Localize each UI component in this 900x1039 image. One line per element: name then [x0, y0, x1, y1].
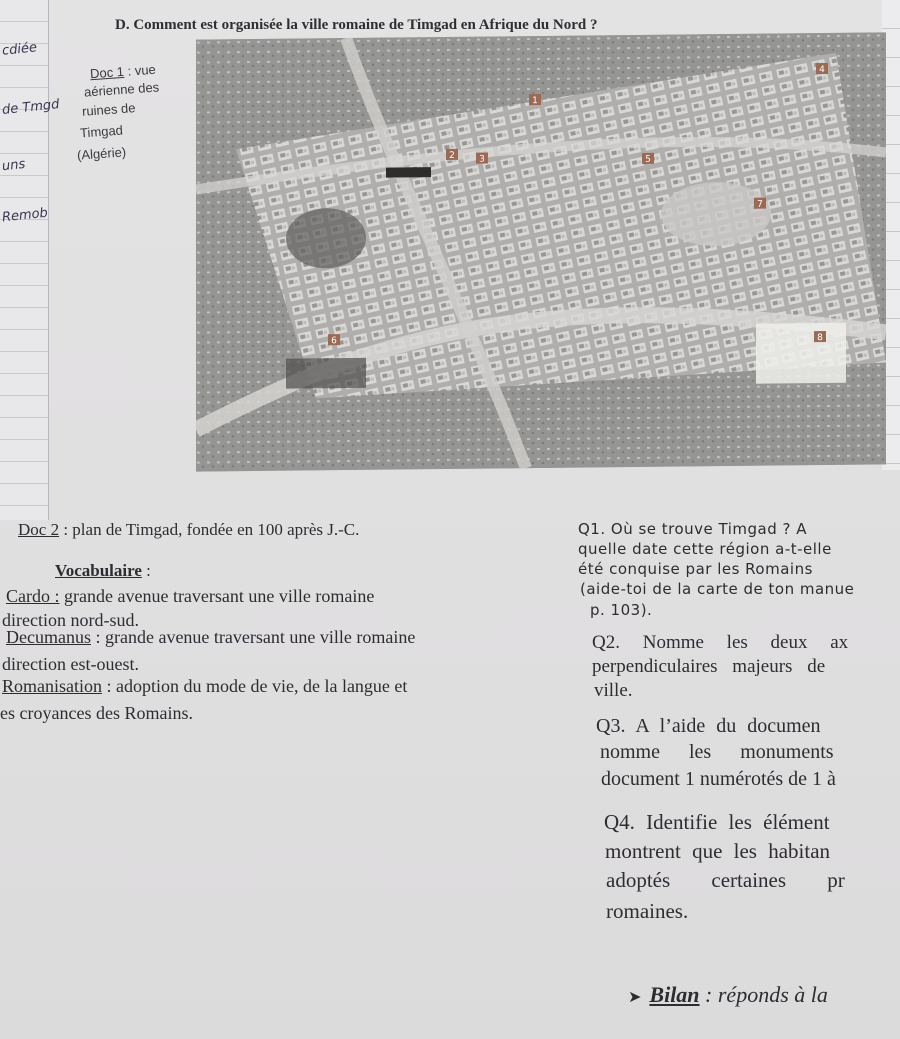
- monument-number: 8: [817, 333, 823, 344]
- monument-number: 1: [532, 96, 538, 107]
- section-heading: D. Comment est organisée la ville romaine de Timgad en Afrique du Nord ?: [115, 17, 598, 33]
- monument-number: 2: [449, 150, 455, 161]
- question-2-line: ville.: [594, 680, 633, 701]
- question-4-line: montrent que les habitan: [605, 839, 831, 863]
- doc1-label: Doc 1: [89, 63, 125, 82]
- doc2-label: Doc 2: [18, 520, 60, 539]
- monument-number: 6: [331, 336, 337, 347]
- margin-note: cdiée: [1, 40, 38, 59]
- vocab-entry-romanisation: Romanisation : adoption du mode de vie, de la langue et: [2, 676, 408, 696]
- monument-number: 4: [819, 65, 825, 76]
- question-1-line: (aide-toi de la carte de ton manue: [580, 580, 855, 598]
- question-4-line: romaines.: [606, 899, 689, 923]
- margin-note: de Tmgd: [1, 97, 61, 118]
- question-4-line: adoptés certaines pr: [606, 868, 845, 892]
- question-3-line: nomme les monuments: [600, 741, 834, 763]
- vocab-entry-decumanus-line2: direction est-ouest.: [2, 654, 139, 674]
- question-3-line: document 1 numérotés de 1 à: [601, 768, 836, 790]
- question-3-line: Q3. A l’aide du documen: [596, 715, 821, 737]
- monument-number: 5: [645, 154, 651, 165]
- notebook-edge: [0, 0, 49, 520]
- arrow-icon: ➤: [628, 989, 642, 1006]
- doc1-caption: Doc 1 : vue aérienne des ruines de Timgad (Algérie): [76, 61, 160, 163]
- vocab-entry-cardo: Cardo : grande avenue traversant une ville romaine: [6, 586, 375, 606]
- question-1-line: Q1. Où se trouve Timgad ? A: [578, 520, 808, 538]
- monument-number: 3: [479, 154, 485, 165]
- question-1-line: p. 103).: [590, 601, 653, 619]
- bilan-line: ➤ Bilan : réponds à la: [628, 982, 828, 1007]
- monument-number: 7: [757, 199, 763, 210]
- doc2-caption: Doc 2 : plan de Timgad, fondée en 100 après J.-C.: [18, 520, 360, 539]
- vocabulaire-title: Vocabulaire :: [55, 561, 151, 580]
- vocab-entry-decumanus: Decumanus : grande avenue traversant une ville romaine: [6, 627, 416, 647]
- question-1-line: été conquise par les Romains: [578, 560, 813, 578]
- margin-note: uns: [1, 156, 26, 175]
- bilan-label: Bilan: [649, 982, 700, 1007]
- aerial-photo-timgad: [196, 32, 886, 471]
- margin-note: Remob: [1, 205, 49, 226]
- question-4-line: Q4. Identifie les élément: [604, 810, 830, 834]
- question-1-line: quelle date cette région a-t-elle: [578, 540, 832, 558]
- question-2-line: Q2. Nomme les deux ax: [592, 632, 849, 653]
- question-2-line: perpendiculaires majeurs de: [592, 656, 826, 677]
- aerial-photo-graphic: [196, 32, 886, 471]
- vocab-entry-romanisation-line2: es croyances des Romains.: [0, 703, 193, 723]
- vocab-entry-cardo-line2: direction nord-sud.: [2, 610, 139, 630]
